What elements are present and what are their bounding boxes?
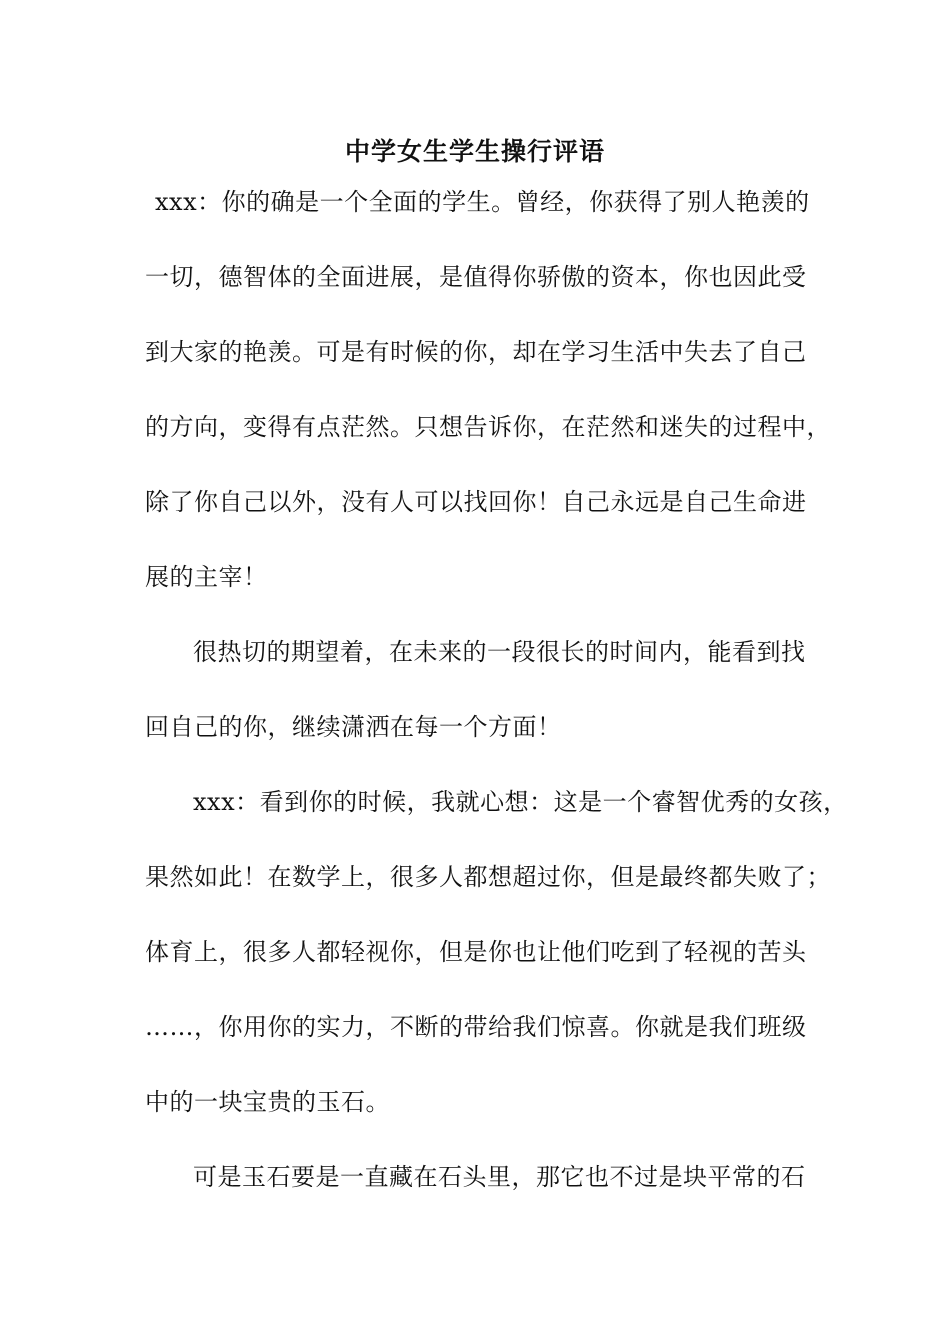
paragraph-line: xxx：看到你的时候，我就心想：这是一个睿智优秀的女孩， xyxy=(193,788,848,816)
paragraph-line: 回自己的你，继续潇洒在每一个方面！ xyxy=(145,713,562,741)
paragraph-line: 的方向，变得有点茫然。只想告诉你，在茫然和迷失的过程中， xyxy=(145,413,831,441)
paragraph-line: 果然如此！在数学上，很多人都想超过你，但是最终都失败了； xyxy=(145,863,831,891)
paragraph-line: ……，你用你的实力，不断的带给我们惊喜。你就是我们班级 xyxy=(145,1013,807,1041)
paragraph-line: 展的主宰！ xyxy=(145,563,268,591)
paragraph-line: 中的一块宝贵的玉石。 xyxy=(145,1088,390,1116)
paragraph-line: 一切，德智体的全面进展，是值得你骄傲的资本，你也因此受 xyxy=(145,263,807,291)
paragraph-line: 体育上，很多人都轻视你，但是你也让他们吃到了轻视的苦头 xyxy=(145,938,807,966)
paragraph-line: 可是玉石要是一直藏在石头里，那它也不过是块平常的石 xyxy=(193,1163,806,1191)
document-title: 中学女生学生操行评语 xyxy=(344,137,605,166)
paragraph-line: 很热切的期望着，在未来的一段很长的时间内，能看到找 xyxy=(193,638,806,666)
paragraph-line: 到大家的艳羡。可是有时候的你，却在学习生活中失去了自己 xyxy=(145,338,807,366)
paragraph-line: xxx：你的确是一个全面的学生。曾经，你获得了别人艳羡的 xyxy=(155,188,810,216)
paragraph-line: 除了你自己以外，没有人可以找回你！自己永远是自己生命进 xyxy=(145,488,807,516)
